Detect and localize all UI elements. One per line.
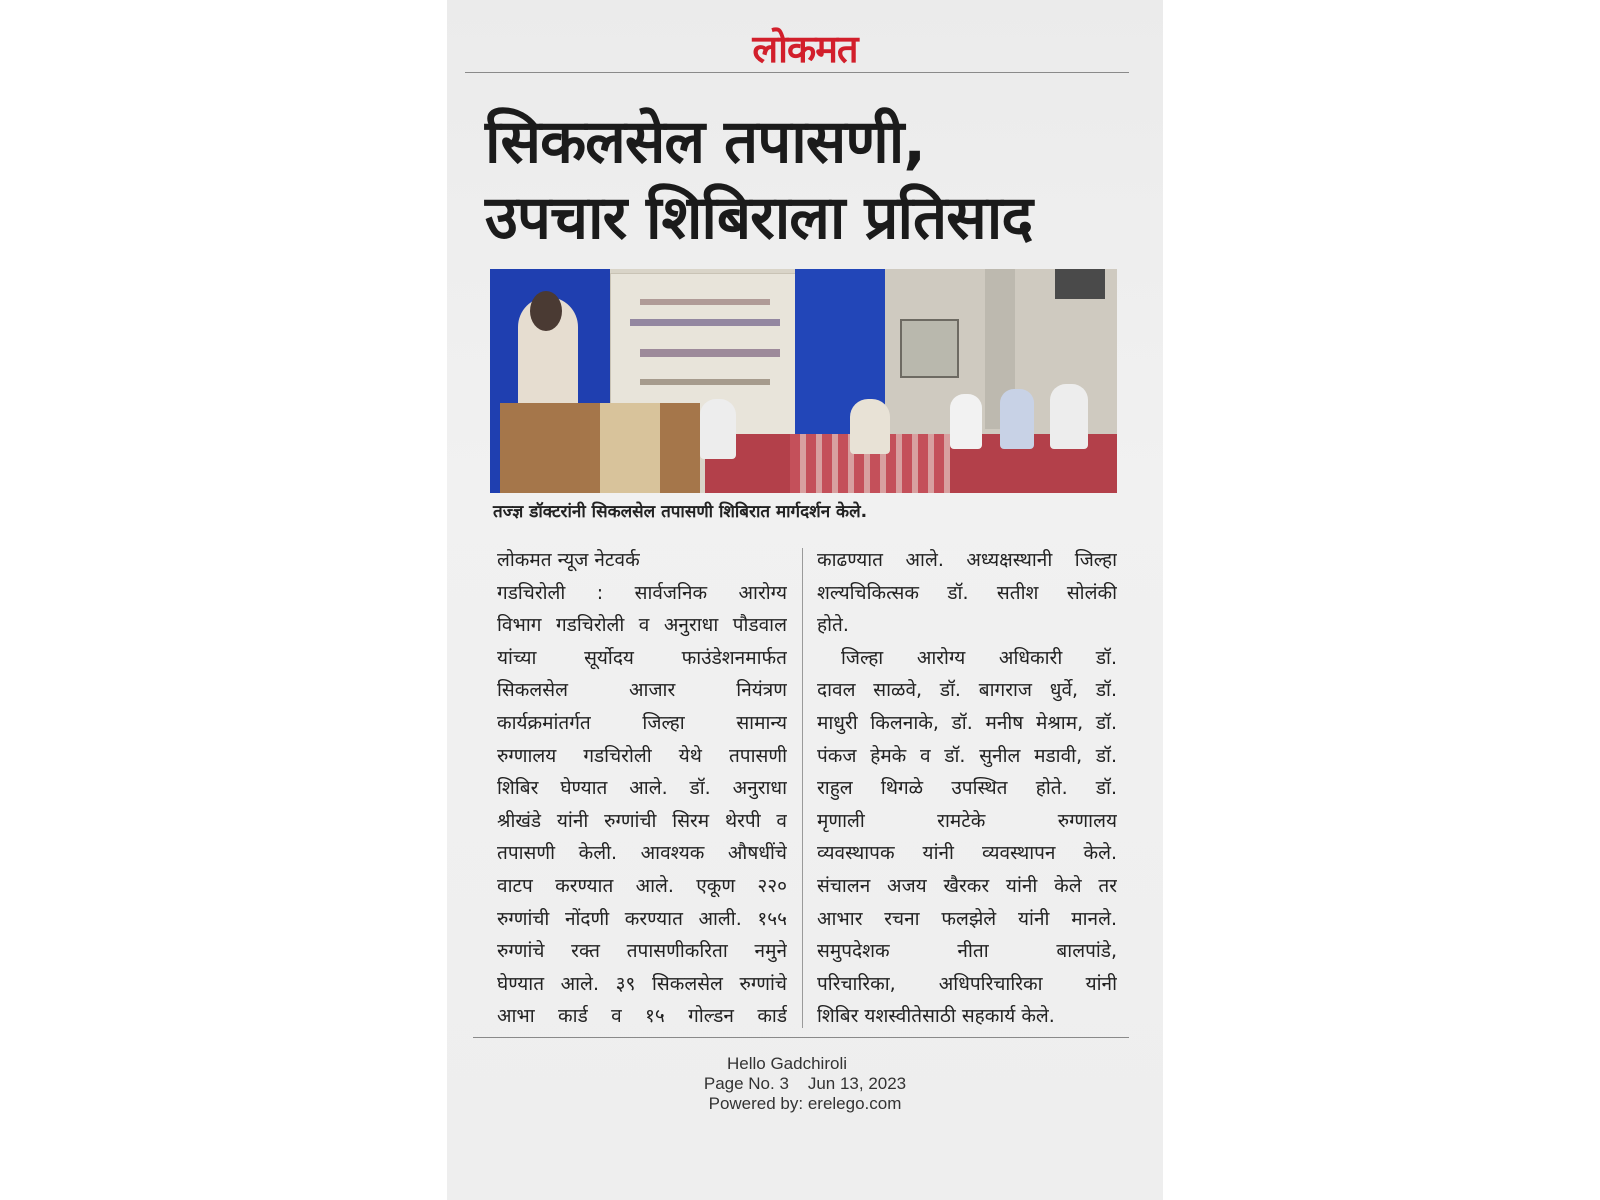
text-line: विभाग गडचिरोली व अनुराधा पौडवाल	[497, 614, 787, 637]
article-column-left	[497, 544, 787, 1033]
guest-figure	[700, 399, 736, 459]
byline: लोकमत न्यूज नेटवर्क	[497, 549, 640, 571]
text-line: मृणाली रामटेके रुग्णालय	[817, 809, 1117, 832]
text-line: तपासणी केली. आवश्यक औषधींचे	[497, 842, 787, 865]
footer-page-number: Page No. 3	[703, 1074, 789, 1093]
footer-page-date	[447, 1074, 1163, 1094]
guest-figure	[1050, 384, 1088, 449]
text-line: सिकलसेल आजार नियंत्रण	[497, 679, 787, 702]
masthead-rule	[465, 72, 1129, 73]
photo-window	[900, 319, 959, 378]
photo-banner-text	[630, 319, 780, 326]
text-line: श्रीखंडे यांनी रुग्णांची सिरम थेरपी व	[497, 809, 787, 832]
text-line: घेण्यात आले. ३९ सिकलसेल रुग्णांचे	[497, 972, 787, 995]
text-line: होते.	[817, 614, 849, 637]
event-photo	[490, 269, 1117, 493]
footer-date: Jun 13, 2023	[807, 1074, 907, 1093]
text-line: राहुल थिगळे उपस्थित होते. डॉ.	[817, 777, 1117, 800]
photo-caption: तज्ज्ञ डॉक्टरांनी सिकलसेल तपासणी शिबिरात मार्गदर्शन केले.	[493, 502, 868, 522]
text-line: काढण्यात आले. अध्यक्षस्थानी जिल्हा	[817, 549, 1117, 571]
text-line: शिबिर यशस्वीतेसाठी सहकार्य केले.	[817, 1005, 1055, 1028]
newspaper-masthead-logo: लोकमत	[752, 26, 858, 71]
headline-line-2: उपचार शिबिराला प्रतिसाद	[485, 183, 1033, 253]
clipping-footer	[447, 1054, 1163, 1114]
text-line: गडचिरोली : सार्वजनिक आरोग्य	[497, 581, 787, 604]
text-line: रुग्णांचे रक्त तपासणीकरिता नमुने	[497, 940, 787, 963]
photo-banner-text	[640, 379, 770, 385]
column-separator	[802, 548, 803, 1028]
guest-figure	[850, 399, 890, 454]
text-line: रुग्णालय गडचिरोली येथे तपासणी	[497, 744, 787, 767]
text-line: यांच्या सूर्योदय फाउंडेशनमार्फत	[497, 646, 787, 669]
article-headline	[485, 104, 1125, 256]
text-line: संचालन अजय खैरकर यांनी केले तर	[817, 874, 1117, 897]
headline-line-1: सिकलसेल तपासणी,	[485, 107, 926, 177]
podium-stripe	[600, 403, 660, 493]
text-line: कार्यक्रमांतर्गत जिल्हा सामान्य	[497, 711, 787, 734]
text-line: आभा कार्ड व १५ गोल्डन कार्ड	[497, 1005, 787, 1028]
text-line: शिबिर घेण्यात आले. डॉ. अनुराधा	[497, 777, 787, 800]
text-line: माधुरी किलनाके, डॉ. मनीष मेश्राम, डॉ.	[817, 711, 1117, 734]
text-line: वाटप करण्यात आले. एकूण २२०	[497, 874, 787, 897]
photo-banner-text	[640, 349, 780, 357]
text-line: परिचारिका, अधिपरिचारिका यांनी	[817, 972, 1117, 995]
photo-window	[1055, 269, 1105, 299]
text-line: शल्यचिकित्सक डॉ. सतीश सोलंकी	[817, 581, 1117, 604]
text-line: पंकज हेमके व डॉ. सुनील मडावी, डॉ.	[817, 744, 1117, 767]
text-line: समुपदेशक नीता बालपांडे,	[817, 940, 1117, 963]
text-line: व्यवस्थापक यांनी व्यवस्थापन केले.	[817, 842, 1117, 865]
text-line: रुग्णांची नोंदणी करण्यात आली. १५५	[497, 907, 787, 930]
text-line: जिल्हा आरोग्य अधिकारी डॉ.	[841, 646, 1117, 669]
guest-figure	[1000, 389, 1034, 449]
text-line: आभार रचना फलझेले यांनी मानले.	[817, 907, 1117, 930]
speaker-head	[530, 291, 562, 331]
footer-powered-by: Powered by: erelego.com	[708, 1094, 902, 1113]
text-line: दावल साळवे, डॉ. बागराज धुर्वे, डॉ.	[817, 679, 1117, 702]
guest-figure	[950, 394, 982, 449]
article-column-right	[817, 544, 1117, 1033]
footer-rule	[473, 1037, 1129, 1038]
footer-source: Hello Gadchiroli	[727, 1054, 847, 1073]
photo-banner-text	[640, 299, 770, 305]
newspaper-clipping	[447, 0, 1163, 1200]
